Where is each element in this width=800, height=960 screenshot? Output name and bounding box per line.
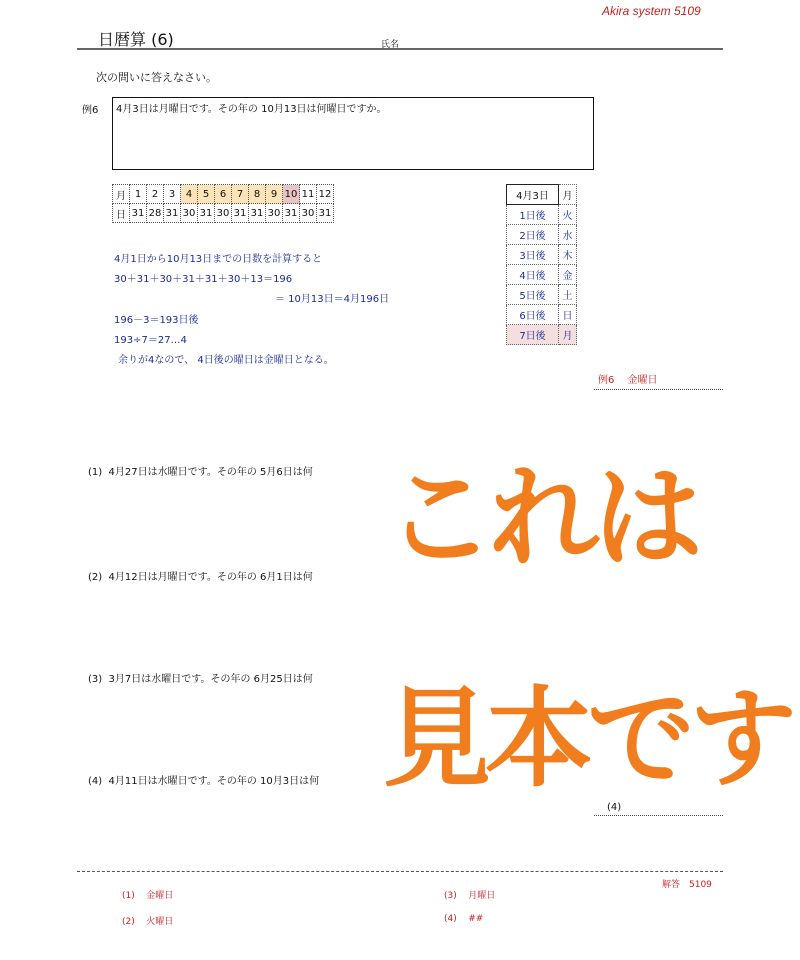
- weekday-table: [506, 184, 577, 345]
- weekday-day-cell: 2日後: [507, 225, 559, 245]
- month-cell: 8: [249, 185, 266, 204]
- month-cell: 2: [147, 185, 164, 204]
- question-4: [88, 772, 319, 787]
- calc-line: 4月1日から10月13日までの日数を計算すると: [114, 254, 323, 265]
- weekday-name-cell: 月: [559, 325, 577, 345]
- calc-line: 193÷7＝27…4: [114, 335, 187, 346]
- month-days-table: [112, 184, 334, 223]
- answer-key-label: 解答 5109: [662, 880, 712, 890]
- month-cell: 12: [317, 185, 334, 204]
- weekday-day-cell: 4月3日: [507, 185, 559, 205]
- example-label: 例6: [82, 105, 99, 116]
- instruction: 次の問いに答えなさい。: [96, 71, 217, 84]
- name-field-label: 氏名: [381, 40, 400, 50]
- days-cell: 31: [164, 204, 181, 223]
- brand-label: Akira system 5109: [602, 4, 701, 18]
- days-cell: 31: [130, 204, 147, 223]
- calc-line: 30＋31＋30＋31＋31＋30＋13＝196: [114, 274, 293, 285]
- calc-line: ＝ 10月13日＝4月196日: [275, 294, 390, 305]
- answer-text: 火曜日: [146, 917, 174, 927]
- page-title: 日暦算 (6): [98, 30, 174, 49]
- answer-text: 月曜日: [468, 891, 496, 901]
- days-cell: 30: [266, 204, 283, 223]
- question-number: (2): [88, 572, 103, 583]
- month-cell: 3: [164, 185, 181, 204]
- answer-key-item: [444, 888, 495, 901]
- answer-key-separator: [77, 871, 723, 872]
- weekday-day-cell: 3日後: [507, 245, 559, 265]
- q4-answer-line: [594, 815, 723, 816]
- weekday-row: [507, 225, 577, 245]
- month-cell: 7: [232, 185, 249, 204]
- weekday-name-cell: 月: [559, 185, 577, 205]
- weekday-name-cell: 火: [559, 205, 577, 225]
- question-number: (1): [88, 467, 103, 478]
- days-cell: 30: [215, 204, 232, 223]
- question-number: (4): [88, 776, 103, 787]
- days-cell: 30: [300, 204, 317, 223]
- month-cell: 6: [215, 185, 232, 204]
- month-cell: 1: [130, 185, 147, 204]
- days-row-label: 日: [113, 204, 130, 223]
- answer-text: 金曜日: [146, 891, 174, 901]
- question-text: 4月11日は水曜日です。その年の 10月3日は何: [108, 776, 320, 787]
- question-3: [88, 670, 313, 685]
- watermark-line-2: 見本です: [383, 677, 792, 802]
- days-row: [113, 204, 334, 223]
- weekday-row: [507, 265, 577, 285]
- weekday-row: [507, 185, 577, 205]
- weekday-row: [507, 245, 577, 265]
- weekday-row: [507, 205, 577, 225]
- weekday-day-cell: 1日後: [507, 205, 559, 225]
- days-cell: 31: [249, 204, 266, 223]
- answer-number: (2): [122, 917, 135, 927]
- answer-text: ##: [468, 914, 484, 924]
- days-cell: 31: [198, 204, 215, 223]
- weekday-day-cell: 4日後: [507, 265, 559, 285]
- weekday-name-cell: 土: [559, 285, 577, 305]
- q4-answer-label: (4): [607, 802, 622, 813]
- question-number: (3): [88, 674, 103, 685]
- question-text: 4月12日は月曜日です。その年の 6月1日は何: [108, 572, 313, 583]
- question-1: [88, 463, 313, 478]
- example-question: 4月3日は月曜日です。その年の 10月13日は何曜日ですか。: [116, 104, 387, 115]
- days-cell: 31: [232, 204, 249, 223]
- example-answer: 例6 金曜日: [598, 375, 658, 386]
- answer-key-item: [122, 888, 173, 901]
- weekday-name-cell: 日: [559, 305, 577, 325]
- weekday-name-cell: 木: [559, 245, 577, 265]
- month-row: [113, 185, 334, 204]
- weekday-day-cell: 5日後: [507, 285, 559, 305]
- days-cell: 31: [317, 204, 334, 223]
- month-cell: 4: [181, 185, 198, 204]
- days-cell: 31: [283, 204, 300, 223]
- calc-line: 196－3＝193日後: [114, 315, 199, 326]
- month-cell: 11: [300, 185, 317, 204]
- weekday-name-cell: 金: [559, 265, 577, 285]
- weekday-name-cell: 水: [559, 225, 577, 245]
- days-cell: 30: [181, 204, 198, 223]
- answer-key-item: [444, 914, 483, 924]
- question-text: 3月7日は水曜日です。その年の 6月25日は何: [108, 674, 313, 685]
- answer-number: (3): [444, 891, 457, 901]
- example-answer-line: [594, 389, 723, 390]
- month-cell: 5: [198, 185, 215, 204]
- title-rule: [77, 48, 723, 50]
- weekday-day-cell: 7日後: [507, 325, 559, 345]
- question-2: [88, 568, 313, 583]
- weekday-day-cell: 6日後: [507, 305, 559, 325]
- answer-number: (4): [444, 914, 457, 924]
- answer-key-item: [122, 914, 173, 927]
- month-row-label: 月: [113, 185, 130, 204]
- month-cell: 9: [266, 185, 283, 204]
- watermark-line-1: これは: [385, 454, 697, 582]
- month-cell: 10: [283, 185, 300, 204]
- answer-number: (1): [122, 891, 135, 901]
- weekday-row: [507, 285, 577, 305]
- question-text: 4月27日は水曜日です。その年の 5月6日は何: [108, 467, 313, 478]
- calc-line: 余りが4なので、 4日後の曜日は金曜日となる。: [118, 355, 334, 366]
- weekday-row: [507, 325, 577, 345]
- days-cell: 28: [147, 204, 164, 223]
- weekday-row: [507, 305, 577, 325]
